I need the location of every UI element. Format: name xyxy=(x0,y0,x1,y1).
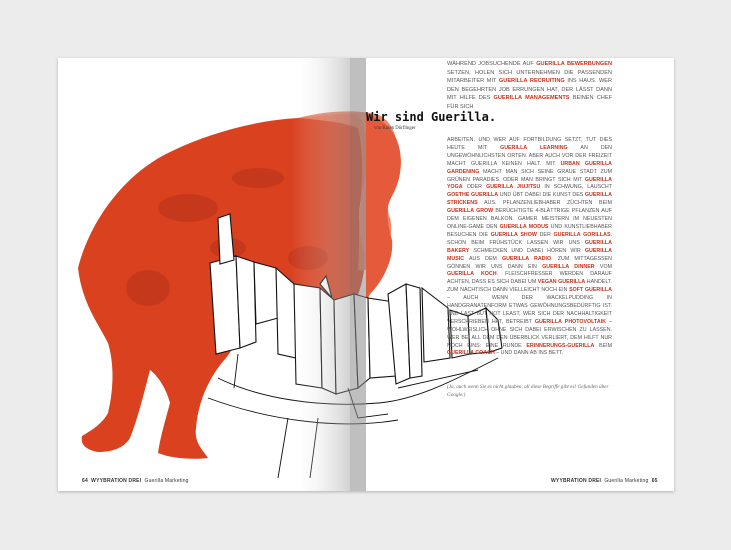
body-highlight: GUERILLA GORILLAS xyxy=(553,231,611,238)
body-text: HANDELT. ZUM NACHTISCH DANN VIELLEICHT NOCH EIN xyxy=(447,279,612,294)
article-body xyxy=(447,137,612,358)
intro-paragraph xyxy=(447,60,612,112)
body-highlight: GOETHE GUERILLA xyxy=(447,192,499,199)
body-highlight: GUERILLA LEARNING xyxy=(500,144,568,151)
article-title: Wir sind Guerilla. xyxy=(366,110,497,124)
closing-note: (Ja, auch wenn Sie es nicht glauben, all diese Begriffe gibt es! Gefunden über Google.) xyxy=(447,384,609,398)
body-highlight: GUERILLA YOGA xyxy=(447,176,612,191)
body-text: – WOHLWEISLICH OHNE SICH DABEI ERWISCHEN ZU LASSEN. WER BEI ALL DEM DEN ÜBERBLICK VERLIERT, DEM HILFT NUR NOCH EINS: EINE RUNDE xyxy=(447,318,613,349)
body-text: SCHMECKEN UND DABEI HÖREN WIR xyxy=(469,247,585,254)
intro-text: BEINEN CHEF FÜR SICH xyxy=(447,95,612,110)
body-text: BEIM xyxy=(594,342,613,349)
intro-highlight: GUERILLA MANAGEMENTS xyxy=(493,95,570,102)
intro-highlight: GUERILLA BEWERBUNGEN xyxy=(536,61,613,67)
intro-text: WÄHREND JOBSUCHENDE AUF xyxy=(447,61,537,67)
intro-text: INS HAUS. WER DEN BEGEHRTEN JOB ERRUNGEN HAT, DER LÄSST DANN MIT HILFE DES xyxy=(447,78,612,102)
body-text: AN DEN UNGEWÖHNLICHSTEN ORTEN. ABER AUCH VOR DER FREIZEIT MACHT GUERILLA KEINEN HALT. MIT xyxy=(447,144,613,167)
body-highlight: SOFT GUERILLA xyxy=(569,287,612,294)
footer-right-section: WYYBRATION DREI xyxy=(551,478,602,484)
body-highlight: VEGAN GUERILLA xyxy=(537,279,586,286)
body-text: ARBEITEN. UND WER AUF FORTBILDUNG SETZT, TUT DIES HEUTE MIT xyxy=(447,137,612,151)
body-text: UND ÜBT DABEI DIE KUNST DES xyxy=(498,192,585,199)
body-text: . FLEISCHFRESSER WERDEN DARAUF ACHTEN, DASS ES SICH DABEI UM xyxy=(447,271,612,286)
footer-left-topic: Guerilla Marketing xyxy=(144,478,189,484)
body-highlight: GUERILLA DINNER xyxy=(542,263,595,270)
body-text: BERÜCHTIGTE 4-BLÄTTRIGE PFLANZEN AUF DEM EIGENEN BALKON. GAMER MEISTERN IM NEUESTEN ONLINE-GAME DEN xyxy=(447,208,612,230)
body-highlight: GUERILLA PHOTOVOLTAIK xyxy=(534,318,606,325)
footer-right-topic: Guerilla Marketing xyxy=(604,478,649,484)
body-highlight: GUERILLA COACH xyxy=(447,350,495,357)
body-text: DER xyxy=(536,231,554,238)
body-text: VOM xyxy=(594,263,612,270)
intro-text: SETZEN, HOLEN SICH UNTERNEHMEN DIE PASSENDEN MITARBEITER MIT xyxy=(447,69,612,85)
body-highlight: GUERILLA STRICKENS xyxy=(447,192,612,207)
body-text: IN SCHWUNG, LAUSCHT xyxy=(540,184,612,191)
gutter-band xyxy=(350,58,366,491)
body-text: – AUCH WENN DER WACKELPUDDING IN HANDGRANATENFORM ETWAS GEWÖHNUNGSBEDÜRFTIG IST. UND LAST BUT NOT LEAST, WER SICH DER NACHHALTIGKEIT VERSCHRIEBEN HAT, BETREIBT xyxy=(447,295,612,325)
gutter-shadow-left xyxy=(290,58,350,491)
body-text: . ZUM MITTAGESSEN GÖNNEN WIR UNS DANN EIN xyxy=(447,255,612,270)
body-highlight: GUERILLA MUSIC xyxy=(447,247,612,262)
body-text: MACHT MAN SICH SEINE GRAUE STADT ZUM GRÜNEN PARADIES. ODER MAN BRINGT SICH MIT xyxy=(447,168,612,183)
body-text: AUS DEM xyxy=(464,255,502,262)
body-text: . SCHON BEIM FRÜHSTÜCK LASSEN WIR UNS xyxy=(447,231,612,246)
body-highlight: ERINNERUNGS-GUERILLA xyxy=(526,342,595,349)
body-highlight: GUERILLA SHOW xyxy=(490,231,537,238)
body-text: – UND DANN AB INS BETT. xyxy=(494,350,564,357)
page-number-right: 65 xyxy=(651,478,658,484)
body-highlight: GUERILLA KOCH xyxy=(447,271,497,278)
footer-left xyxy=(82,478,189,484)
article-byline: von Karen Dörflinger xyxy=(374,126,416,131)
footer-right xyxy=(551,478,658,484)
body-highlight: GUERILLA MODUS xyxy=(499,223,549,230)
body-text: AUS. PFLANZENLIEBHABER ZÜCHTEN BEIM xyxy=(477,200,612,207)
page-number-left: 64 xyxy=(82,478,88,484)
footer-left-section: WYYBRATION DREI xyxy=(91,478,142,484)
body-highlight: GUERILLA RADIO xyxy=(501,255,552,262)
body-highlight: GUERILLA JIUJITSU xyxy=(486,184,541,191)
body-highlight: GUERILLA GROW xyxy=(447,208,494,215)
gorilla-arm-right xyxy=(366,114,401,306)
body-text: ODER xyxy=(462,184,487,191)
body-highlight: URBAN GUERILLA GARDENING xyxy=(447,160,613,175)
intro-highlight: GUERILLA RECRUITING xyxy=(498,78,565,85)
body-highlight: GUERILLA BAKERY xyxy=(447,239,612,254)
body-text: UND KUNSTLIEBHABER BESUCHEN DIE xyxy=(447,223,613,238)
